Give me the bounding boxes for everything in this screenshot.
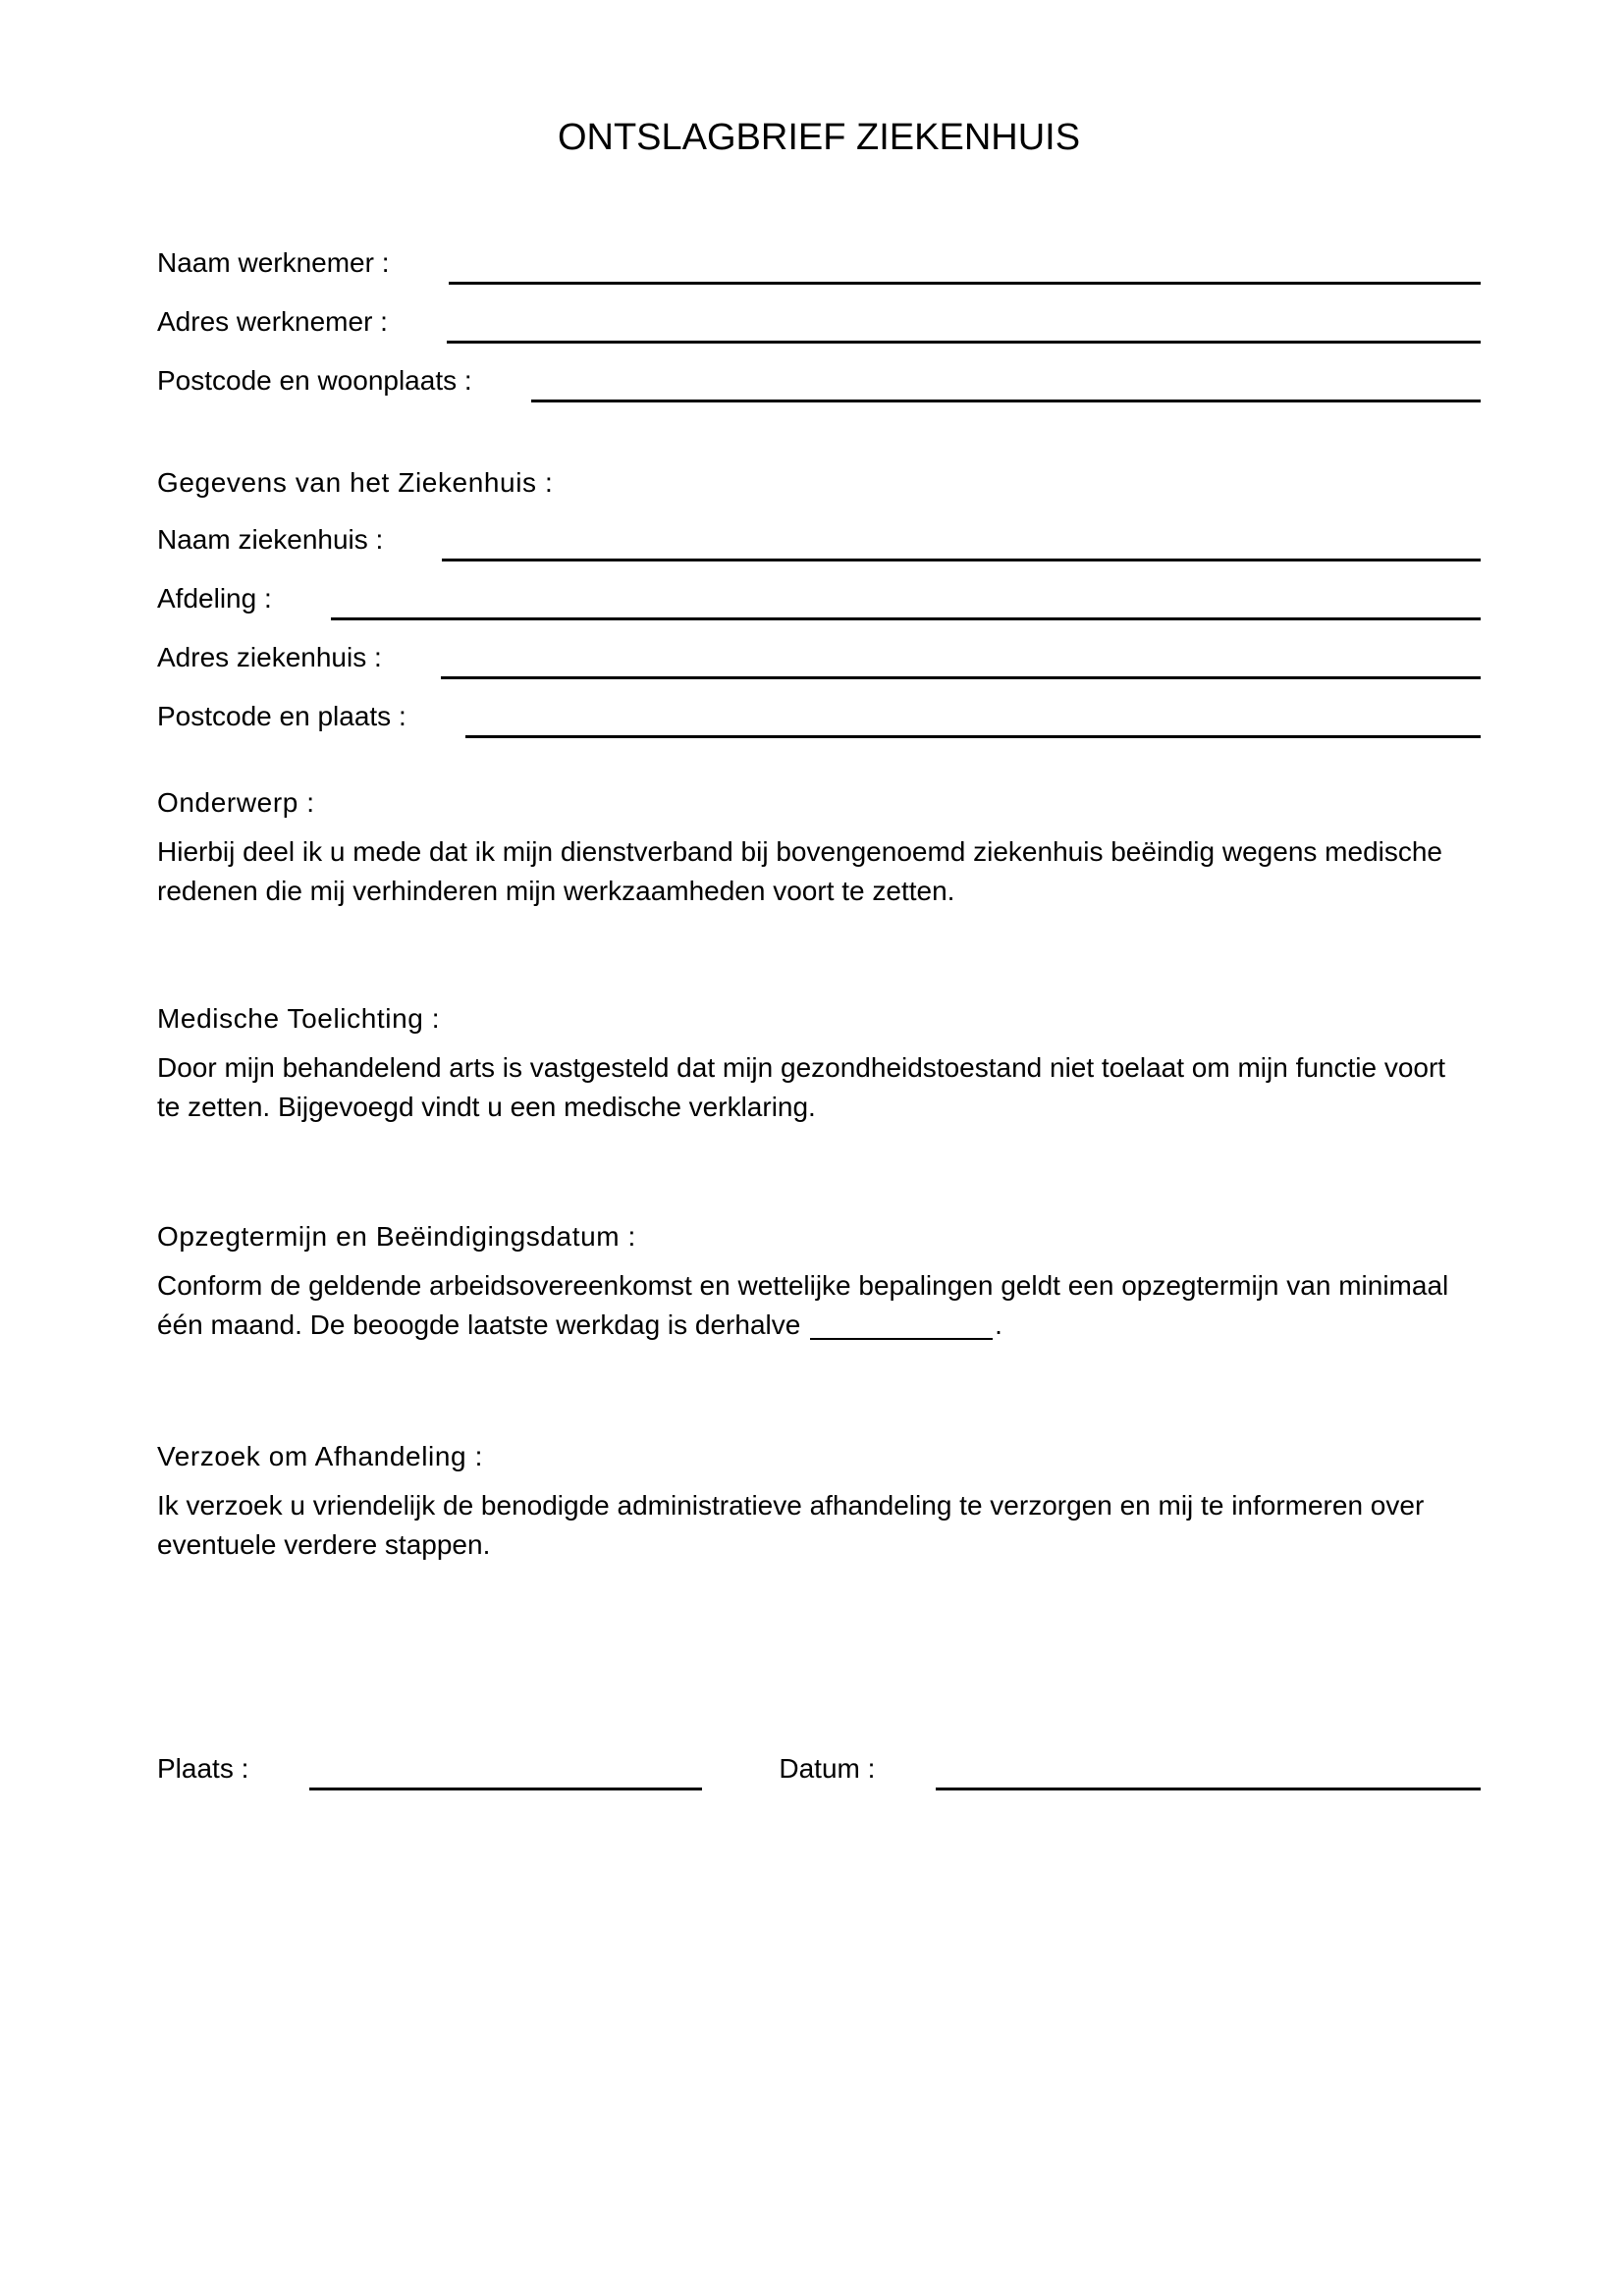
opzegtermijn-heading: Opzegtermijn en Beëindigingsdatum : — [157, 1220, 636, 1252]
hospital-section-heading: Gegevens van het Ziekenhuis : — [157, 466, 554, 498]
verzoek-heading: Verzoek om Afhandeling : — [157, 1440, 483, 1471]
datum-label: Datum : — [779, 1752, 876, 1784]
naam-ziekenhuis-blank-line[interactable] — [442, 522, 1481, 561]
field-naam-ziekenhuis — [157, 522, 1481, 561]
postcode-woonplaats-blank-line[interactable] — [531, 363, 1481, 402]
plaats-label: Plaats : — [157, 1752, 249, 1784]
page-title: ONTSLAGBRIEF ZIEKENHUIS — [557, 117, 1081, 158]
onderwerp-body: Hierbij deel ik u mede dat ik mijn dienstverband bij bovengenoemd ziekenhuis beëindig wegens medische redenen die mij verhinderen mijn werkzaamheden voort te zetten. — [157, 835, 1442, 906]
hospital-fields — [157, 522, 1481, 738]
field-postcode-woonplaats — [157, 363, 1481, 402]
opzegtermijn-body — [157, 1266, 1463, 1345]
field-label: Naam ziekenhuis : — [157, 523, 384, 555]
medische-toelichting-heading: Medische Toelichting : — [157, 1002, 441, 1034]
medische-toelichting-body: Door mijn behandelend arts is vastgesteld dat mijn gezondheidstoestand niet toelaat om mijn functie voort te zetten. Bijgevoegd vindt u een medische verklaring. — [157, 1051, 1446, 1122]
field-label: Afdeling : — [157, 582, 272, 614]
document-content — [0, 116, 1624, 1790]
field-label: Adres werknemer : — [157, 305, 388, 337]
opzegtermijn-body-period: . — [995, 1308, 1002, 1340]
adres-werknemer-blank-line[interactable] — [447, 304, 1481, 344]
field-adres-ziekenhuis — [157, 640, 1481, 679]
field-label: Postcode en woonplaats : — [157, 364, 472, 396]
verzoek-body: Ik verzoek u vriendelijk de benodigde administratieve afhandeling te verzorgen en mij te informeren over eventuele verdere stappen. — [157, 1489, 1425, 1560]
field-label: Adres ziekenhuis : — [157, 641, 382, 672]
onderwerp-heading: Onderwerp : — [157, 786, 315, 818]
field-naam-werknemer — [157, 245, 1481, 285]
postcode-plaats-blank-line[interactable] — [465, 699, 1481, 738]
plaats-blank-line[interactable] — [309, 1751, 702, 1790]
adres-ziekenhuis-blank-line[interactable] — [441, 640, 1481, 679]
field-label: Naam werknemer : — [157, 246, 390, 278]
field-label: Postcode en plaats : — [157, 700, 406, 731]
datum-blank-line[interactable] — [936, 1751, 1481, 1790]
field-postcode-plaats — [157, 699, 1481, 738]
afdeling-blank-line[interactable] — [331, 581, 1481, 620]
opzegtermijn-body-text: Conform de geldende arbeidsovereenkomst en wettelijke bepalingen geldt een opzegtermijn van minimaal één maand. De beoogde laatste werkdag is derhalve — [157, 1269, 1449, 1340]
field-afdeling — [157, 581, 1481, 620]
naam-werknemer-blank-line[interactable] — [449, 245, 1481, 285]
laatste-werkdag-blank-line[interactable] — [810, 1316, 993, 1340]
field-adres-werknemer — [157, 304, 1481, 344]
employee-fields — [157, 245, 1481, 402]
signature-row — [157, 1751, 1481, 1790]
